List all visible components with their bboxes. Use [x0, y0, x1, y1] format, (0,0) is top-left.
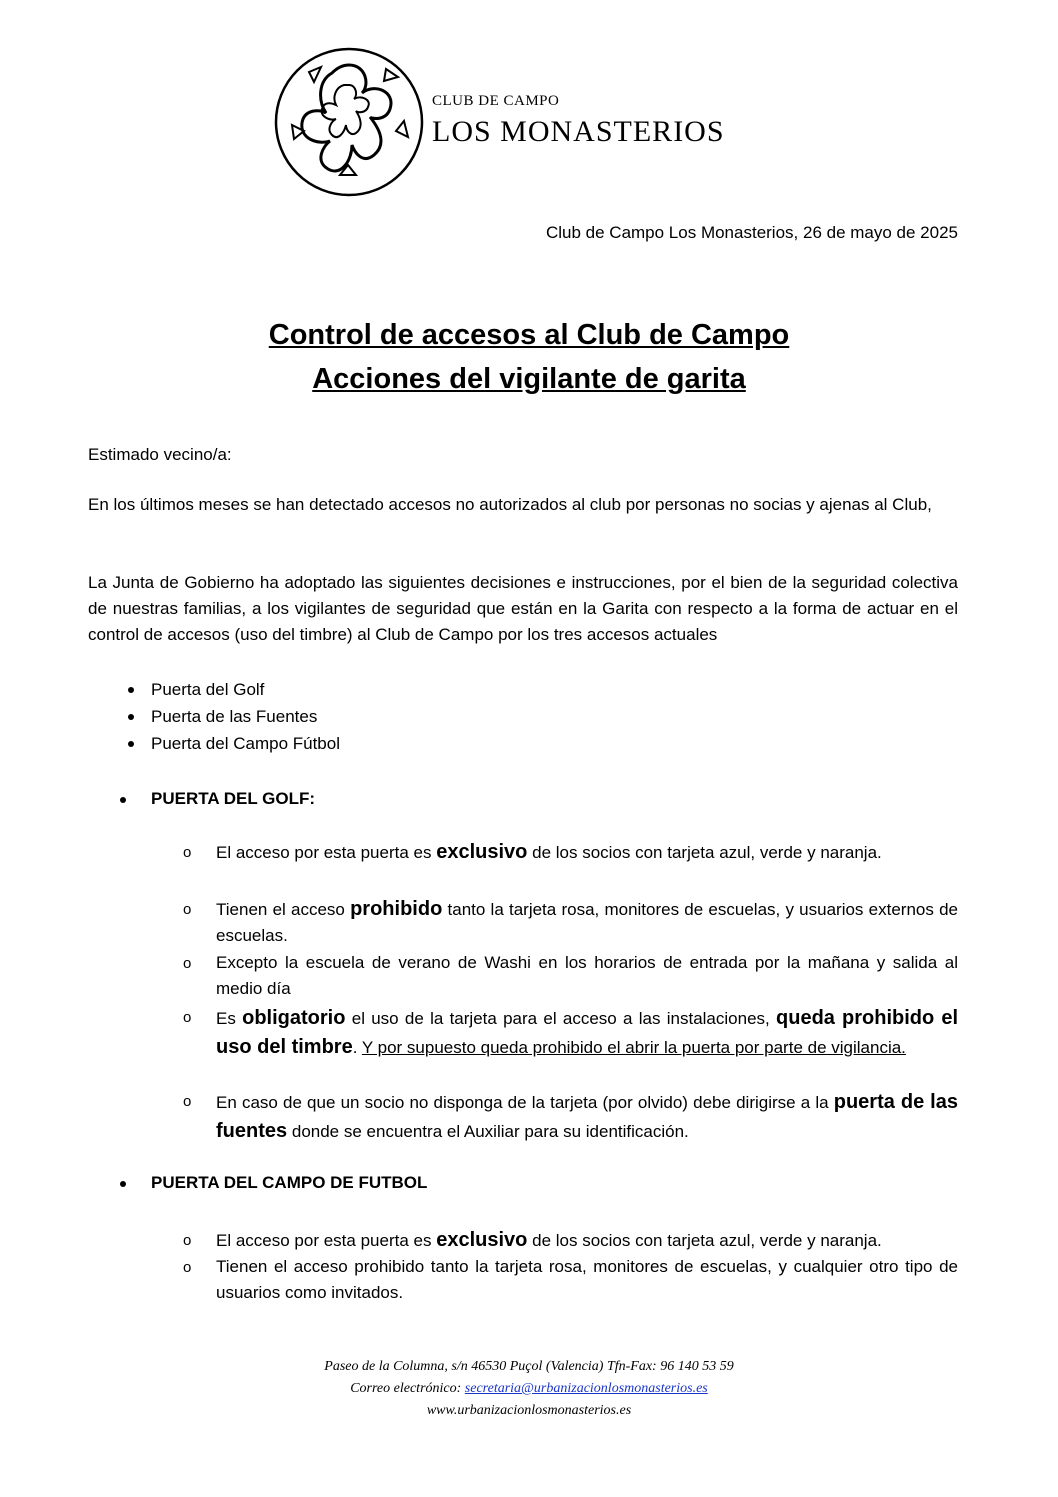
paragraph-1: En los últimos meses se han detectado accesos no autorizados al club por personas no socias y ajenas al Club, [88, 495, 932, 514]
list-item: o Excepto la escuela de verano de Washi en los horarios de entrada por la mañana y salida al medio día [183, 953, 958, 998]
date-line: Club de Campo Los Monasterios, 26 de mayo de 2025 [545, 223, 958, 242]
list-item: o El acceso por esta puerta es exclusivo de los socios con tarjeta azul, verde y naranja. [183, 839, 958, 866]
title-line-2: Acciones del vigilante de garita [312, 363, 746, 395]
bullet-icon [128, 714, 134, 720]
list-item: o En caso de que un socio no disponga de la tarjeta (por olvido) debe dirigirse a la puerta de las fuentes donde se encuentra el Auxiliar para su identificación. [183, 1091, 958, 1142]
circle-bullet-icon: o [183, 844, 192, 861]
list-item: o Es obligatorio el uso de la tarjeta para el acceso a las instalaciones, queda prohibido el uso del timbre. Y por supuesto queda prohibido el abrir la puerta por parte de vigilancia. [183, 1007, 959, 1058]
brand-subtitle: CLUB DE CAMPO [432, 93, 560, 109]
footer-email-link[interactable]: secretaria@urbanizacionlosmonasterios.es [464, 1381, 708, 1396]
circle-bullet-icon: o [183, 1009, 192, 1026]
bullet-icon [120, 797, 126, 803]
club-logo-icon [274, 47, 424, 197]
paragraph-2: La Junta de Gobierno ha adoptado las siguientes decisiones e instrucciones, por el bien de la seguridad colectiva de nuestras familias, a los vigilantes de seguridad que están en la Garita con respecto a la forma de actuar en el control de accesos (uso del timbre) al Club de Campo por los tres accesos actuales [88, 573, 958, 644]
list-item: o Tienen el acceso prohibido tanto la tarjeta rosa, monitores de escuelas, y usuarios externos de escuelas. [183, 898, 958, 945]
circle-bullet-icon: o [183, 1232, 192, 1249]
bullet-icon [128, 741, 134, 747]
greeting: Estimado vecino/a: [88, 445, 232, 464]
footer-website: www.urbanizacionlosmonasterios.es [426, 1403, 632, 1418]
footer-email-line: Correo electrónico: secretaria@urbanizacionlosmonasterios.es [350, 1381, 708, 1396]
circle-bullet-icon: o [183, 955, 192, 972]
footer-address: Paseo de la Columna, s/n 46530 Puçol (Valencia) Tfn-Fax: 96 140 53 59 [324, 1359, 734, 1374]
list-item: o Tienen el acceso prohibido tanto la tarjeta rosa, monitores de escuelas, y cualquier otro tipo de usuarios como invitados. [183, 1257, 958, 1302]
list-item: o El acceso por esta puerta es exclusivo de los socios con tarjeta azul, verde y naranja. [183, 1227, 958, 1254]
bullet-icon [128, 687, 134, 693]
bullet-icon [120, 1181, 126, 1187]
circle-bullet-icon: o [183, 1093, 192, 1110]
circle-bullet-icon: o [183, 901, 192, 918]
title-line-1: Control de accesos al Club de Campo [268, 319, 790, 351]
brand-title: LOS MONASTERIOS [432, 115, 725, 148]
circle-bullet-icon: o [183, 1259, 192, 1276]
